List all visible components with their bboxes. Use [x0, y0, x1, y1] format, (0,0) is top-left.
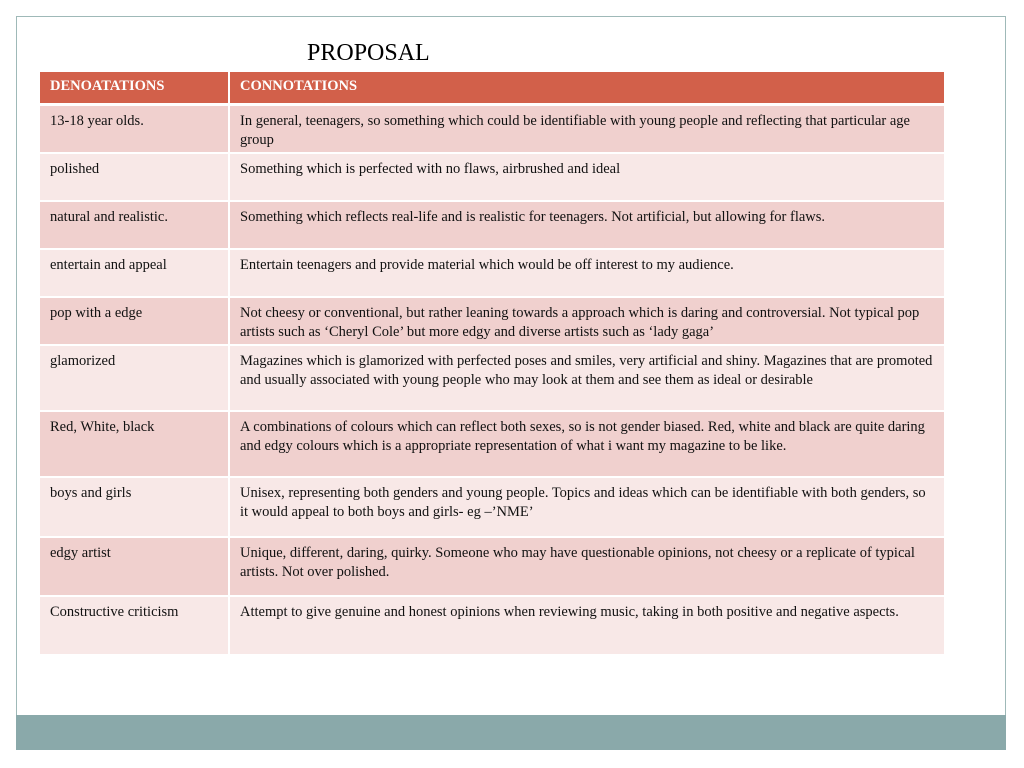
connotation-cell: Not cheesy or conventional, but rather leaning towards a approach which is daring and controversial. Not typical pop artists such as ‘Cheryl Cole’ but more edgy and diverse artists such as ‘lady gaga’ — [228, 298, 944, 346]
header-denotations: DENOATATIONS — [40, 72, 228, 106]
denotation-cell: polished — [40, 154, 228, 202]
denotation-cell: 13-18 year olds. — [40, 106, 228, 154]
table-header-row — [40, 72, 944, 106]
proposal-table — [40, 72, 944, 656]
denotation-cell: pop with a edge — [40, 298, 228, 346]
connotation-cell: Unique, different, daring, quirky. Someone who may have questionable opinions, not cheesy or a replicate of typical artists. Not over polished. — [228, 538, 944, 597]
table-row — [40, 538, 944, 597]
connotation-cell: Something which reflects real-life and is realistic for teenagers. Not artificial, but allowing for flaws. — [228, 202, 944, 250]
connotation-cell: Entertain teenagers and provide material which would be off interest to my audience. — [228, 250, 944, 298]
denotation-cell: edgy artist — [40, 538, 228, 597]
denotation-cell: boys and girls — [40, 478, 228, 538]
table-row — [40, 106, 944, 154]
header-connotations: CONNOTATIONS — [228, 72, 944, 106]
connotation-cell: Attempt to give genuine and honest opinions when reviewing music, taking in both positive and negative aspects. — [228, 597, 944, 656]
table-row — [40, 154, 944, 202]
table-row — [40, 346, 944, 412]
table-row — [40, 478, 944, 538]
denotation-cell: Constructive criticism — [40, 597, 228, 656]
denotation-cell: natural and realistic. — [40, 202, 228, 250]
connotation-cell: In general, teenagers, so something which could be identifiable with young people and reflecting that particular age group — [228, 106, 944, 154]
connotation-cell: Magazines which is glamorized with perfected poses and smiles, very artificial and shiny. Magazines that are promoted and usually associated with young people who may look at them and see them as ideal or desirable — [228, 346, 944, 412]
table-row — [40, 597, 944, 656]
connotation-cell: A combinations of colours which can reflect both sexes, so is not gender biased. Red, white and black are quite daring and edgy colours which is a appropriate representation of what i want my magazine to be like. — [228, 412, 944, 478]
table-row — [40, 250, 944, 298]
table-row — [40, 202, 944, 250]
denotation-cell: entertain and appeal — [40, 250, 228, 298]
table-row — [40, 412, 944, 478]
connotation-cell: Something which is perfected with no flaws, airbrushed and ideal — [228, 154, 944, 202]
denotation-cell: glamorized — [40, 346, 228, 412]
slide-title: PROPOSAL — [307, 40, 430, 66]
footer-bar — [16, 715, 1006, 750]
connotation-cell: Unisex, representing both genders and young people. Topics and ideas which can be identifiable with both genders, so it would appeal to both boys and girls- eg –’NME’ — [228, 478, 944, 538]
table-row — [40, 298, 944, 346]
denotation-cell: Red, White, black — [40, 412, 228, 478]
